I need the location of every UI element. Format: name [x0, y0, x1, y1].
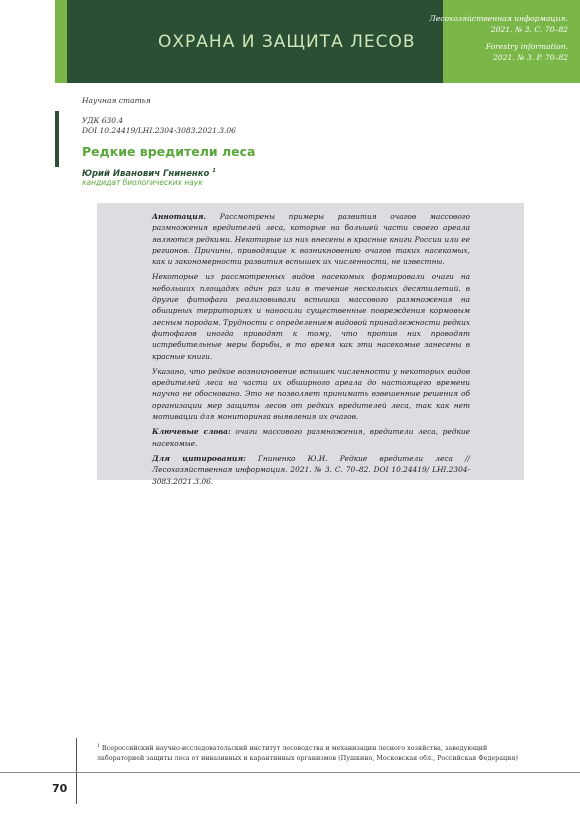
footnote-text: Всероссийский научно-исследовательский институт лесоводства и механизации лесного хозяйства, заведующий лабораторией защиты леса от инвазивных и карантинных организмов (Пушкино, Московская обл., Российская Федерация): [97, 744, 518, 762]
footer-rule: [0, 772, 580, 773]
citation-text: Гниненко Ю.И. Редкие вредители леса // Лесохозяйственная информация. 2021. № 3. С. 70–82. DOI 10.24419/ LHI.2304-3083.2021.3.06.: [152, 453, 470, 486]
journal-name-en: Forestry information.: [485, 42, 568, 51]
keywords-label: Ключевые слова:: [152, 427, 231, 437]
article-title: Редкие вредители леса: [82, 144, 256, 159]
author-name-text: Юрий Иванович Гниненко: [82, 168, 210, 179]
author-degree: кандидат биологических наук: [82, 178, 203, 187]
udc-code: УДК 630.4: [82, 116, 124, 125]
journal-info-block: [429, 0, 580, 83]
citation: [152, 453, 470, 487]
abstract-paragraph-1: [152, 211, 470, 267]
page-number: 70: [52, 782, 68, 795]
footnote-mark: 1: [97, 744, 100, 749]
abstract-paragraph-3: Указано, что редкое возникновение вспышек численности у некоторых видов вредителей леса на части их обширного ареала до настоящего времени научно не обосновано. Это не позволяет принимать взвешенные решения об организации мер защиты лесов от редких вредителей леса, так как нет мотивации для мониторинга выявления их очагов.: [152, 366, 470, 422]
author-footnote-mark: 1: [212, 168, 216, 174]
header-accent-stripe: [55, 0, 67, 83]
abstract-p1-text: Рассмотрены примеры развития очагов массового размножения вредителей леса, которые на большей части своего ареала являются редкими. Некоторые из них внесены в красные книги России или ее регионов. Причины, приводящие к возникновению очагов таких насекомых, как и закономерности развития вспышек их численности, не известны.: [152, 212, 470, 267]
journal-issue-en: 2021. № 3. P. 70–82: [493, 53, 568, 62]
citation-label: Для цитирования:: [152, 453, 246, 463]
article-type: Научная статья: [82, 96, 151, 105]
footnote: [97, 742, 527, 763]
keywords-text: очаги массового размножения, вредители леса, редкие насекомые.: [152, 427, 470, 448]
footnote-vertical-rule: [76, 738, 77, 804]
abstract-label: Аннотация.: [152, 212, 207, 221]
section-title: ОХРАНА И ЗАЩИТА ЛЕСОВ: [158, 32, 416, 52]
metadata-bar: [55, 111, 59, 167]
journal-name-ru: Лесохозяйственная информация.: [429, 14, 568, 23]
doi-link[interactable]: DOI 10.24419/LHI.2304-3083.2021.3.06: [82, 126, 236, 135]
keywords: [152, 426, 470, 449]
journal-issue-ru: 2021. № 3. С. 70–82: [490, 25, 568, 34]
abstract-text: [152, 211, 470, 491]
abstract-paragraph-2: Некоторые из рассмотренных видов насекомых формировали очаги на небольших площадях один раз или в течение нескольких десятилетий, в другие фитофаги реализовывали вспышки массового размножения на обширных территориях и наносили существенные повреждения кормовым лесным породам. Трудности с определением видовой принадлежности редких фитофагов иногда приводят к тому, что против них проводят истребительные меры борьбы, в то время как эти насекомые занесены в красные книги.: [152, 272, 470, 361]
